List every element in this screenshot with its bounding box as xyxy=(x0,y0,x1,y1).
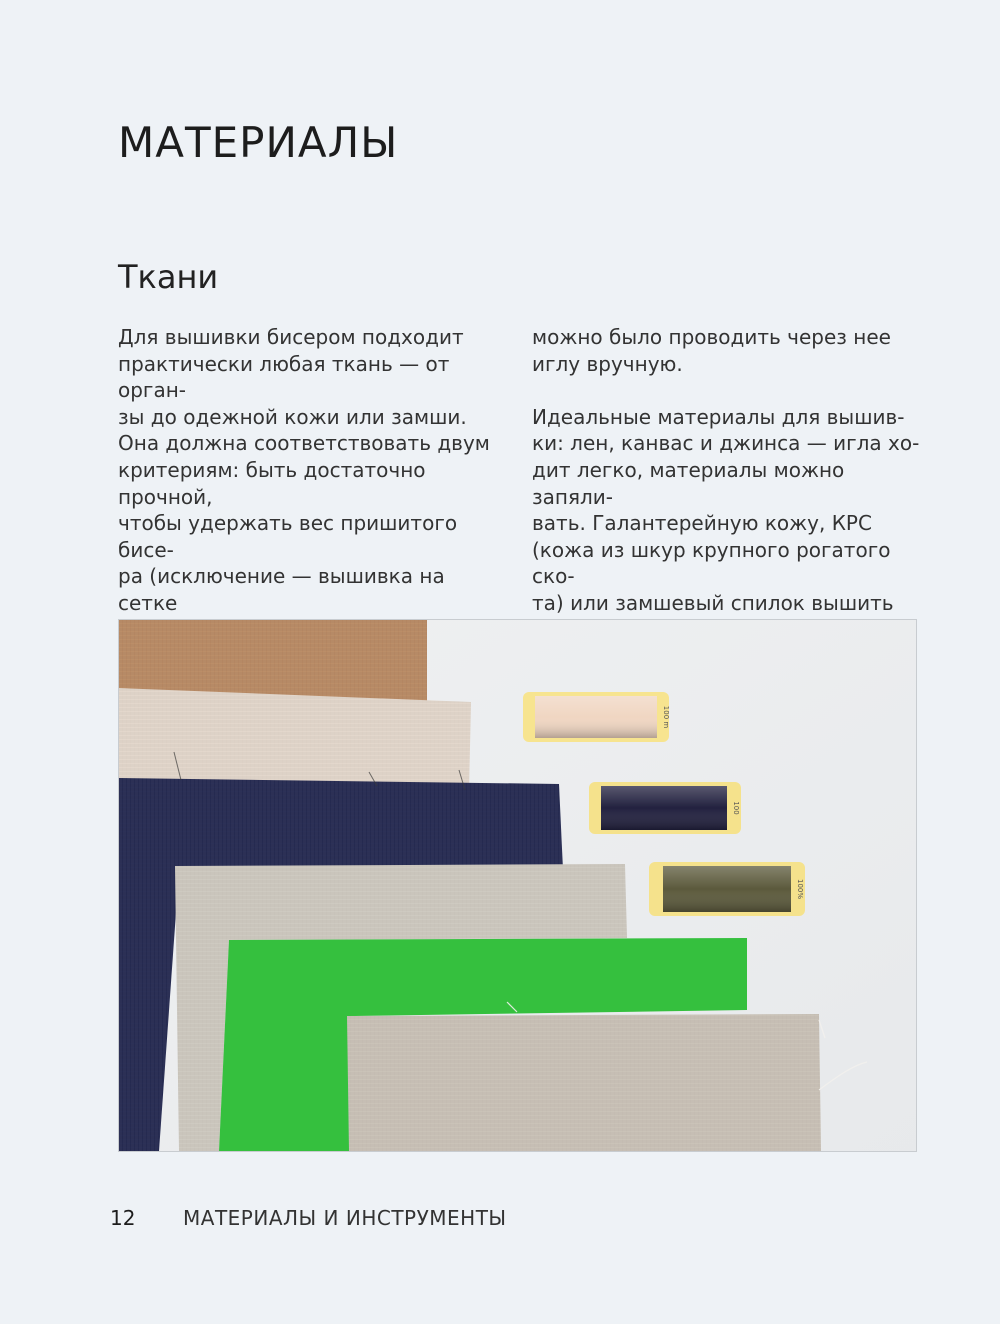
running-title: МАТЕРИАЛЫ И ИНСТРУМЕНТЫ xyxy=(183,1206,507,1230)
fabric-samples-photo xyxy=(118,619,917,1152)
spool-label: 100 xyxy=(732,801,740,815)
section-title: Ткани xyxy=(118,258,219,296)
body-paragraph: Идеальные материалы для вышив- ки: лен, канвас и джинса — игла хо- дит легко, материалы можно запяли- вать. Галантерейную кожу, КРС (кожа из шкур крупного рогатого ско- та) или замшевый спилок вышить xyxy=(532,404,920,615)
chapter-title: МАТЕРИАЛЫ xyxy=(118,118,399,167)
body-paragraph: можно было проводить через нее иглу вручную. xyxy=(532,325,891,376)
thread-spool-pink xyxy=(523,692,670,742)
thread-spool-navy xyxy=(589,782,741,834)
spool-label: 100% xyxy=(796,878,804,900)
page-number: 12 xyxy=(110,1206,136,1230)
body-paragraph: Для вышивки бисером подходит практически любая ткань — от орган- зы до одежной кожи или замши. Она должна соответствовать двум критериям: быть достаточно прочной, чтобы удержать вес пришитого бисе- ра (исключение — вышивка на сетке xyxy=(118,325,490,615)
text-column-right xyxy=(532,324,924,643)
spool-label: 100 m xyxy=(662,705,670,729)
thread-spool-olive xyxy=(649,862,805,916)
